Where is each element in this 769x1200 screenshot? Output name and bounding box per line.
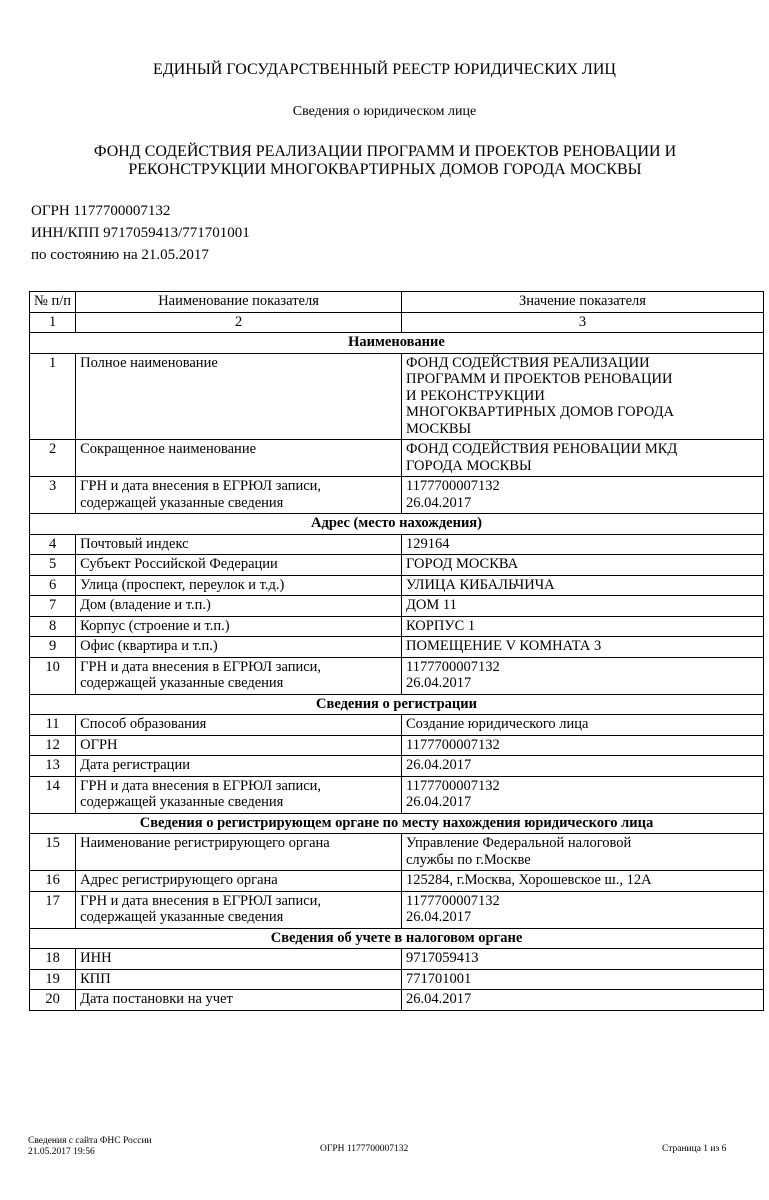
row-number: 15 [30,834,76,871]
indicator-value-line: 771701001 [406,970,472,987]
row-number: 17 [30,891,76,928]
indicator-name [76,735,402,756]
row-number: 1 [30,353,76,440]
indicator-name-line: ОГРН [80,736,118,753]
indicator-name [76,534,402,555]
indicator-value [402,756,764,777]
indicator-name-line: содержащей указанные сведения [80,494,284,511]
indicator-name-line: ГРН и дата внесения в ЕГРЮЛ записи, [80,478,322,494]
indicator-name [76,353,402,440]
indicator-name-line: ГРН и дата внесения в ЕГРЮЛ записи, [80,892,322,909]
section-title: Сведения о регистрации [30,694,764,715]
indicator-value-line: 1177700007132 [406,736,500,753]
header-meta [31,200,250,266]
indicator-name-line: Сокращенное наименование [80,441,257,457]
table-row [30,969,764,990]
table-row [30,756,764,777]
document-title: ЕДИНЫЙ ГОСУДАРСТВЕННЫЙ РЕЕСТР ЮРИДИЧЕСКИХ ЛИЦ [153,61,616,78]
indicator-value [402,969,764,990]
row-number: 14 [30,776,76,813]
indicator-name-line: Почтовый индекс [80,535,189,552]
table-body [30,333,764,1011]
indicator-value-line: 26.04.2017 [406,794,472,810]
indicator-value [402,715,764,736]
footer-page-number: Страница 1 из 6 [662,1144,727,1154]
indicator-value [402,891,764,928]
indicator-value [402,534,764,555]
organization-name [40,143,730,179]
indicator-name-line: Дата регистрации [80,757,190,773]
footer-ogrn: ОГРН 1177700007132 [320,1144,409,1154]
as-of-date-line: по состоянию на 21.05.2017 [31,247,209,263]
indicator-value-line: УЛИЦА КИБАЛЬЧИЧА [406,576,555,593]
indicator-name [76,555,402,576]
indicator-value-line: 1177700007132 [406,892,500,909]
column-number-row [30,312,764,333]
indicator-value [402,871,764,892]
indicator-value-line: ФОНД СОДЕЙСТВИЯ РЕНОВАЦИИ МКД [406,441,678,457]
indicator-name-line: ГРН и дата внесения в ЕГРЮЛ записи, [80,658,322,675]
indicator-value [402,637,764,658]
column-number: 1 [30,312,76,333]
section-title: Сведения о регистрирующем органе по месту нахождения юридического лица [30,813,764,834]
indicator-name-line: ГРН и дата внесения в ЕГРЮЛ записи, [80,777,322,794]
row-number: 13 [30,756,76,777]
indicator-name-line: Дата постановки на учет [80,991,233,1007]
indicator-value-line: службы по г.Москве [406,851,531,868]
row-number: 7 [30,596,76,617]
indicator-name-line: Адрес регистрирующего органа [80,872,278,888]
indicator-name [76,440,402,477]
column-header-value: Значение показателя [402,292,764,313]
indicator-value [402,555,764,576]
table-row [30,715,764,736]
indicator-value-line: 1177700007132 [406,478,500,494]
indicator-value-line: КОРПУС 1 [406,617,476,634]
row-number: 10 [30,657,76,694]
indicator-name [76,756,402,777]
indicator-value [402,949,764,970]
row-number: 5 [30,555,76,576]
indicator-name-line: Корпус (строение и т.п.) [80,617,230,634]
row-number: 16 [30,871,76,892]
indicator-value-line: ГОРОДА МОСКВЫ [406,457,532,474]
indicator-value [402,990,764,1011]
row-number: 6 [30,575,76,596]
table-row [30,575,764,596]
indicator-value [402,596,764,617]
section-header-row [30,813,764,834]
table-row [30,735,764,756]
indicator-name [76,949,402,970]
ogrn-line: ОГРН 1177700007132 [31,203,171,219]
table-row [30,871,764,892]
table-row [30,637,764,658]
table-row [30,596,764,617]
footer-source [28,1136,152,1158]
inn-kpp-line: ИНН/КПП 9717059413/771701001 [31,225,250,241]
table-row [30,534,764,555]
organization-name-line: РЕКОНСТРУКЦИИ МНОГОКВАРТИРНЫХ ДОМОВ ГОРОДА МОСКВЫ [128,161,642,178]
section-title: Сведения об учете в налоговом органе [30,928,764,949]
registry-table [29,291,764,1011]
table-row [30,776,764,813]
table-row [30,990,764,1011]
indicator-value [402,735,764,756]
indicator-value-line: Управление Федеральной налоговой [406,835,632,851]
table-row [30,891,764,928]
row-number: 18 [30,949,76,970]
indicator-value-line: 9717059413 [406,950,479,966]
indicator-name [76,575,402,596]
indicator-name [76,715,402,736]
document-subtitle: Сведения о юридическом лице [292,104,477,119]
row-number: 12 [30,735,76,756]
column-number: 2 [76,312,402,333]
row-number: 11 [30,715,76,736]
section-header-row [30,514,764,535]
indicator-value-line: Создание юридического лица [406,716,589,732]
table-row [30,555,764,576]
indicator-name [76,871,402,892]
indicator-value-line: 1177700007132 [406,658,500,675]
indicator-name [76,969,402,990]
indicator-value-line: 26.04.2017 [406,494,472,511]
indicator-value-line: 125284, г.Москва, Хорошевское ш., 12А [406,872,652,888]
indicator-value-line: ПОМЕЩЕНИЕ V КОМНАТА 3 [406,638,602,654]
indicator-name [76,990,402,1011]
row-number: 8 [30,616,76,637]
table-header-row [30,292,764,313]
row-number: 2 [30,440,76,477]
indicator-name [76,596,402,617]
section-title: Адрес (место нахождения) [30,514,764,535]
column-header-number: № п/п [30,292,76,313]
indicator-name [76,776,402,813]
indicator-name-line: Улица (проспект, переулок и т.д.) [80,576,285,593]
indicator-name [76,891,402,928]
indicator-name-line: содержащей указанные сведения [80,909,284,925]
indicator-name [76,477,402,514]
table-row [30,657,764,694]
indicator-value-line: ДОМ 11 [406,597,457,613]
footer-timestamp: 21.05.2017 19:56 [28,1147,95,1157]
indicator-name [76,616,402,637]
indicator-name [76,834,402,871]
indicator-value-line: МНОГОКВАРТИРНЫХ ДОМОВ ГОРОДА [406,404,674,420]
indicator-name [76,637,402,658]
row-number: 9 [30,637,76,658]
indicator-name [76,657,402,694]
indicator-value-line: И РЕКОНСТРУКЦИИ [406,387,545,404]
indicator-value [402,575,764,596]
indicator-value [402,616,764,637]
indicator-value-line: ПРОГРАММ И ПРОЕКТОВ РЕНОВАЦИИ [406,371,673,387]
indicator-value-line: 26.04.2017 [406,991,472,1007]
indicator-value-line: ГОРОД МОСКВА [406,556,519,572]
indicator-value [402,353,764,440]
section-header-row [30,928,764,949]
table-row [30,353,764,440]
section-header-row [30,694,764,715]
indicator-value [402,477,764,514]
row-number: 3 [30,477,76,514]
indicator-value [402,440,764,477]
indicator-value-line: 26.04.2017 [406,909,472,925]
indicator-name-line: ИНН [80,950,112,966]
indicator-name-line: Полное наименование [80,354,218,371]
table-row [30,616,764,637]
indicator-value-line: 26.04.2017 [406,675,472,691]
indicator-value-line: ФОНД СОДЕЙСТВИЯ РЕАЛИЗАЦИИ [406,354,650,371]
indicator-value-line: МОСКВЫ [406,420,472,437]
indicator-name-line: Способ образования [80,716,207,732]
indicator-name-line: содержащей указанные сведения [80,675,284,691]
organization-name-line: ФОНД СОДЕЙСТВИЯ РЕАЛИЗАЦИИ ПРОГРАММ И ПРОЕКТОВ РЕНОВАЦИИ И [93,143,677,160]
table-row [30,440,764,477]
indicator-name-line: содержащей указанные сведения [80,794,284,810]
indicator-name-line: Дом (владение и т.п.) [80,597,211,613]
column-header-indicator: Наименование показателя [76,292,402,313]
table-row [30,477,764,514]
row-number: 19 [30,969,76,990]
indicator-name-line: Наименование регистрирующего органа [80,835,330,851]
indicator-name-line: Субъект Российской Федерации [80,556,278,572]
row-number: 20 [30,990,76,1011]
indicator-name-line: КПП [80,970,111,987]
indicator-value-line: 129164 [406,535,450,552]
table-row [30,949,764,970]
indicator-value-line: 1177700007132 [406,777,500,794]
footer-source-text: Сведения с сайта ФНС России [28,1136,152,1146]
row-number: 4 [30,534,76,555]
section-header-row [30,333,764,354]
section-title: Наименование [30,333,764,354]
column-number: 3 [402,312,764,333]
indicator-value [402,834,764,871]
indicator-value [402,657,764,694]
indicator-name-line: Офис (квартира и т.п.) [80,638,218,654]
indicator-value-line: 26.04.2017 [406,757,472,773]
table-row [30,834,764,871]
indicator-value [402,776,764,813]
